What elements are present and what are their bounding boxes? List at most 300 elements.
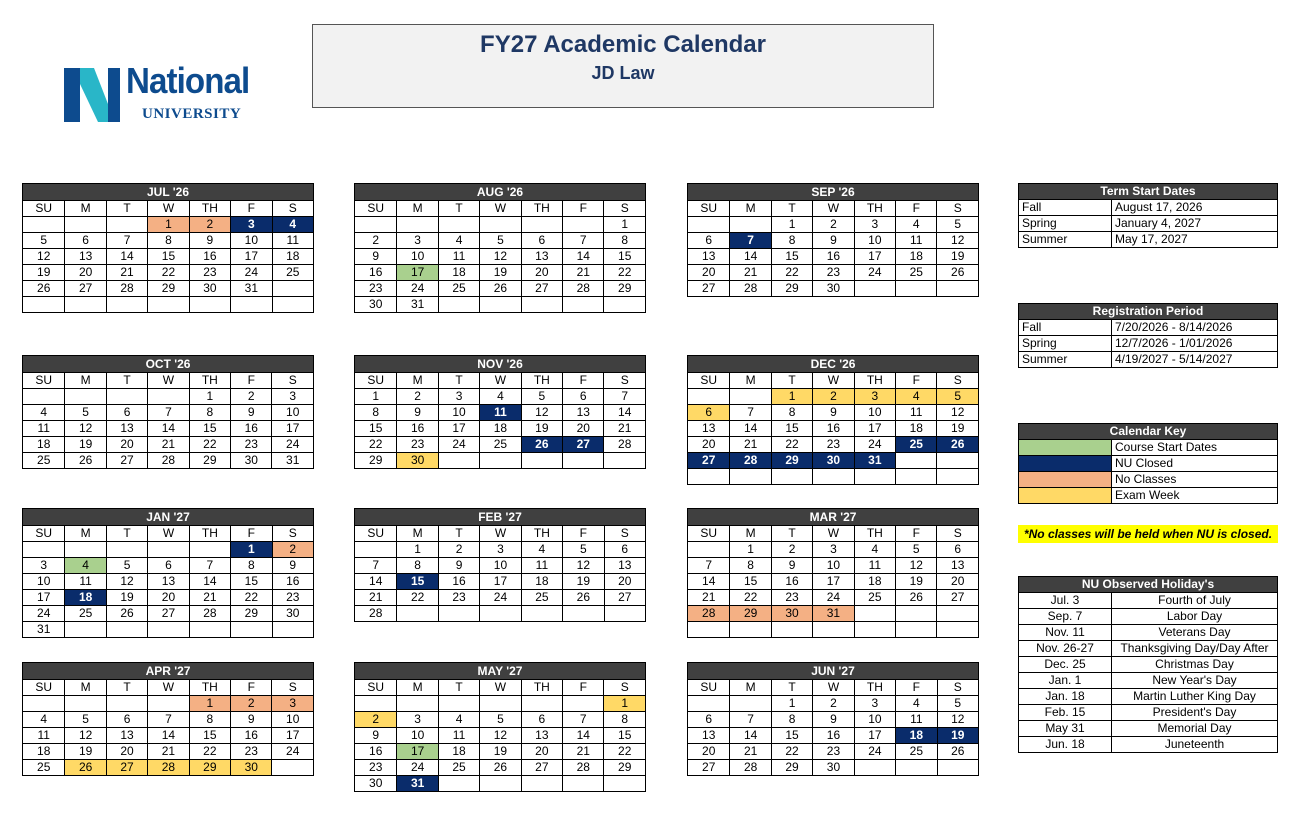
logo-subtext: UNIVERSITY — [142, 106, 242, 122]
day-cell: 14 — [604, 405, 646, 421]
week-row — [23, 437, 314, 453]
day-cell: 22 — [604, 744, 646, 760]
empty-day-cell — [272, 281, 313, 297]
day-cell: 24 — [854, 744, 895, 760]
week-row — [688, 389, 979, 405]
day-cell: 7 — [563, 233, 604, 249]
empty-day-cell — [563, 453, 604, 469]
day-cell: 24 — [397, 760, 438, 776]
day-cell: 11 — [896, 405, 937, 421]
day-cell: 9 — [355, 249, 397, 265]
empty-day-cell — [355, 542, 397, 558]
day-cell: 16 — [355, 265, 397, 281]
day-cell: 3 — [438, 389, 479, 405]
weekday-header: T — [438, 201, 479, 217]
weekday-header: TH — [521, 526, 562, 542]
week-row — [23, 590, 314, 606]
day-cell: 19 — [937, 421, 979, 437]
day-cell: 10 — [480, 558, 521, 574]
empty-day-cell — [231, 622, 272, 638]
day-cell: 28 — [730, 281, 771, 297]
day-cell: 16 — [813, 249, 854, 265]
month-title: SEP '26 — [688, 184, 979, 201]
term-start-title: Term Start Dates — [1019, 184, 1278, 200]
day-cell: 15 — [189, 421, 230, 437]
day-cell: 26 — [563, 590, 604, 606]
day-cell: 11 — [854, 558, 895, 574]
month-calendar — [687, 355, 979, 485]
day-cell: 29 — [604, 281, 646, 297]
day-cell: 15 — [604, 249, 646, 265]
day-cell: 17 — [480, 574, 521, 590]
empty-day-cell — [65, 696, 106, 712]
registration-range: 12/7/2026 - 1/01/2026 — [1112, 336, 1278, 352]
holiday-name: Juneteenth — [1112, 737, 1278, 753]
month-title: AUG '26 — [355, 184, 646, 201]
empty-day-cell — [23, 389, 65, 405]
empty-day-cell — [65, 217, 106, 233]
day-cell: 23 — [189, 265, 230, 281]
empty-day-cell — [563, 606, 604, 622]
day-cell: 27 — [521, 760, 562, 776]
day-cell: 27 — [688, 281, 730, 297]
day-cell: 22 — [189, 744, 230, 760]
holiday-name: New Year's Day — [1112, 673, 1278, 689]
empty-day-cell — [937, 281, 979, 297]
weekday-header: F — [231, 526, 272, 542]
empty-day-cell — [604, 606, 645, 622]
weekday-header: T — [771, 201, 812, 217]
day-cell: 23 — [231, 437, 272, 453]
day-cell: 6 — [604, 542, 645, 558]
day-cell: 3 — [23, 558, 65, 574]
page-title: FY27 Academic Calendar — [480, 31, 766, 58]
month-title: JAN '27 — [23, 509, 314, 526]
day-cell: 13 — [688, 249, 730, 265]
weekday-header: S — [272, 201, 313, 217]
day-cell: 17 — [813, 574, 854, 590]
table-row — [1019, 673, 1278, 689]
day-cell: 8 — [231, 558, 272, 574]
day-cell: 19 — [65, 744, 106, 760]
weekday-header: SU — [23, 373, 65, 389]
day-cell: 23 — [771, 590, 812, 606]
empty-day-cell — [730, 389, 771, 405]
day-cell: 19 — [563, 574, 604, 590]
day-cell: 22 — [355, 437, 397, 453]
day-cell: 20 — [604, 574, 645, 590]
day-cell: 14 — [563, 249, 604, 265]
day-cell: 9 — [231, 405, 272, 421]
weekday-header: S — [272, 680, 314, 696]
term-label: Fall — [1019, 200, 1112, 216]
empty-day-cell — [65, 389, 106, 405]
weekday-header: M — [730, 373, 771, 389]
table-row — [1019, 336, 1278, 352]
empty-day-cell — [231, 297, 272, 313]
empty-day-cell — [23, 297, 65, 313]
weekday-header: S — [272, 526, 313, 542]
day-cell: 10 — [397, 249, 438, 265]
day-cell: 12 — [937, 233, 979, 249]
empty-day-cell — [397, 217, 438, 233]
day-cell: 25 — [896, 265, 937, 281]
day-cell: 13 — [688, 421, 730, 437]
table-row — [1019, 705, 1278, 721]
empty-day-cell — [480, 453, 521, 469]
day-cell: 7 — [355, 558, 397, 574]
day-cell: 29 — [771, 281, 812, 297]
day-cell: 20 — [106, 744, 147, 760]
day-cell: 4 — [480, 389, 521, 405]
month-calendar — [687, 508, 979, 638]
day-cell: 17 — [272, 728, 314, 744]
empty-day-cell — [937, 760, 978, 776]
day-cell: 3 — [854, 217, 895, 233]
weekday-header: T — [106, 373, 147, 389]
day-cell: 18 — [896, 421, 937, 437]
day-cell: 18 — [896, 728, 937, 744]
day-cell: 16 — [231, 728, 272, 744]
week-row — [688, 696, 979, 712]
day-cell: 26 — [937, 265, 979, 281]
day-cell: 25 — [438, 281, 479, 297]
weekday-header: F — [231, 201, 272, 217]
week-row — [688, 590, 979, 606]
day-cell: 26 — [896, 590, 937, 606]
day-cell: 25 — [23, 453, 65, 469]
week-row — [23, 712, 314, 728]
table-row — [1019, 689, 1278, 705]
week-row — [23, 696, 314, 712]
week-row — [688, 712, 979, 728]
day-cell: 12 — [106, 574, 147, 590]
day-cell: 14 — [355, 574, 397, 590]
day-cell: 14 — [730, 728, 771, 744]
day-cell: 22 — [771, 437, 812, 453]
day-cell: 14 — [106, 249, 147, 265]
table-row — [1019, 657, 1278, 673]
weekday-header: W — [480, 201, 521, 217]
day-cell: 10 — [854, 712, 895, 728]
day-cell: 4 — [896, 389, 937, 405]
day-cell: 21 — [355, 590, 397, 606]
empty-day-cell — [438, 297, 479, 313]
day-cell: 14 — [148, 421, 189, 437]
empty-day-cell — [521, 776, 562, 792]
empty-day-cell — [854, 760, 895, 776]
week-row — [355, 265, 646, 281]
weekday-header: M — [397, 201, 438, 217]
day-cell: 9 — [813, 712, 854, 728]
empty-day-cell — [688, 542, 730, 558]
weekday-header: SU — [688, 373, 730, 389]
empty-day-cell — [397, 696, 438, 712]
day-cell: 13 — [106, 421, 147, 437]
registration-range: 7/20/2026 - 8/14/2026 — [1112, 320, 1278, 336]
day-cell: 7 — [604, 389, 646, 405]
day-cell: 2 — [272, 542, 313, 558]
holiday-name: Fourth of July — [1112, 593, 1278, 609]
no-classes-swatch — [1019, 472, 1112, 488]
day-cell: 21 — [563, 265, 604, 281]
day-cell: 24 — [854, 265, 895, 281]
empty-day-cell — [563, 217, 604, 233]
day-cell: 4 — [23, 712, 65, 728]
day-cell: 21 — [688, 590, 730, 606]
day-cell: 10 — [813, 558, 854, 574]
empty-day-cell — [23, 217, 65, 233]
weekday-header: S — [937, 373, 979, 389]
empty-day-cell — [438, 606, 479, 622]
table-row — [1019, 232, 1278, 248]
month-title: APR '27 — [23, 663, 314, 680]
weekday-header: T — [771, 373, 812, 389]
registration-period-table — [1018, 303, 1278, 368]
weekday-header: SU — [23, 680, 65, 696]
empty-day-cell — [106, 622, 147, 638]
day-cell: 10 — [854, 233, 895, 249]
day-cell: 20 — [688, 744, 730, 760]
day-cell: 31 — [397, 297, 438, 313]
day-cell: 31 — [854, 453, 895, 469]
day-cell: 14 — [730, 249, 771, 265]
day-cell: 19 — [521, 421, 562, 437]
table-row — [1019, 721, 1278, 737]
day-cell: 1 — [604, 217, 646, 233]
empty-day-cell — [730, 217, 771, 233]
day-cell: 3 — [854, 389, 895, 405]
day-cell: 30 — [231, 453, 272, 469]
week-row — [688, 574, 979, 590]
day-cell: 18 — [480, 421, 521, 437]
day-cell: 25 — [480, 437, 521, 453]
national-university-logo — [62, 62, 262, 132]
day-cell: 5 — [896, 542, 937, 558]
day-cell: 6 — [106, 405, 147, 421]
day-cell: 31 — [813, 606, 854, 622]
empty-day-cell — [272, 622, 313, 638]
empty-day-cell — [771, 469, 812, 485]
empty-day-cell — [896, 469, 937, 485]
day-cell: 5 — [480, 233, 521, 249]
day-cell: 11 — [480, 405, 521, 421]
day-cell: 16 — [438, 574, 479, 590]
day-cell: 22 — [397, 590, 438, 606]
empty-day-cell — [813, 622, 854, 638]
day-cell: 3 — [397, 712, 438, 728]
week-row — [23, 728, 314, 744]
day-cell: 11 — [521, 558, 562, 574]
day-cell: 21 — [563, 744, 604, 760]
weekday-header: W — [813, 201, 854, 217]
day-cell: 9 — [231, 712, 272, 728]
day-cell: 27 — [937, 590, 979, 606]
empty-day-cell — [106, 217, 147, 233]
day-cell: 11 — [896, 233, 937, 249]
week-row — [23, 622, 314, 638]
day-cell: 3 — [854, 696, 895, 712]
day-cell: 8 — [604, 233, 646, 249]
day-cell: 1 — [355, 389, 397, 405]
day-cell: 17 — [272, 421, 314, 437]
day-cell: 11 — [23, 728, 65, 744]
day-cell: 26 — [937, 437, 979, 453]
day-cell: 1 — [189, 696, 230, 712]
week-row — [355, 712, 646, 728]
weekday-header: S — [604, 680, 646, 696]
day-cell: 28 — [688, 606, 730, 622]
week-row — [23, 405, 314, 421]
day-cell: 15 — [231, 574, 272, 590]
empty-day-cell — [604, 453, 646, 469]
weekday-header: SU — [355, 680, 397, 696]
day-cell: 28 — [355, 606, 397, 622]
day-cell: 19 — [480, 265, 521, 281]
month-title: JUL '26 — [23, 184, 314, 201]
day-cell: 4 — [521, 542, 562, 558]
day-cell: 24 — [272, 744, 314, 760]
holiday-date: Jan. 18 — [1019, 689, 1112, 705]
weekday-header: SU — [688, 526, 730, 542]
page-subtitle: JD Law — [591, 63, 655, 83]
weekday-header: W — [813, 680, 854, 696]
day-cell: 8 — [771, 233, 812, 249]
day-cell: 3 — [813, 542, 854, 558]
day-cell: 2 — [438, 542, 479, 558]
day-cell: 1 — [397, 542, 438, 558]
holiday-date: Nov. 26-27 — [1019, 641, 1112, 657]
week-row — [355, 453, 646, 469]
day-cell: 29 — [355, 453, 397, 469]
week-row — [355, 437, 646, 453]
month-calendar — [354, 183, 646, 313]
day-cell: 8 — [730, 558, 771, 574]
month-calendar — [687, 183, 979, 297]
day-cell: 16 — [189, 249, 230, 265]
day-cell: 5 — [480, 712, 521, 728]
weekday-header: T — [771, 526, 812, 542]
day-cell: 24 — [23, 606, 65, 622]
weekday-header: W — [480, 373, 521, 389]
term-start-dates-table — [1018, 183, 1278, 248]
day-cell: 26 — [65, 453, 106, 469]
day-cell: 6 — [937, 542, 979, 558]
month-title: OCT '26 — [23, 356, 314, 373]
key-label: NU Closed — [1112, 456, 1278, 472]
weekday-header: TH — [189, 680, 230, 696]
day-cell: 24 — [480, 590, 521, 606]
term-date: January 4, 2027 — [1112, 216, 1278, 232]
day-cell: 18 — [854, 574, 895, 590]
empty-day-cell — [480, 776, 521, 792]
holiday-date: Nov. 11 — [1019, 625, 1112, 641]
empty-day-cell — [688, 469, 730, 485]
week-row — [23, 421, 314, 437]
day-cell: 4 — [896, 217, 937, 233]
empty-day-cell — [438, 217, 479, 233]
day-cell: 8 — [148, 233, 189, 249]
weekday-header: TH — [521, 373, 562, 389]
logo-wordmark: National — [126, 60, 250, 101]
weekday-header: M — [730, 526, 771, 542]
day-cell: 27 — [148, 606, 189, 622]
day-cell: 4 — [438, 233, 479, 249]
week-row — [355, 233, 646, 249]
weekday-header: F — [231, 373, 272, 389]
day-cell: 21 — [730, 744, 771, 760]
day-cell: 23 — [272, 590, 313, 606]
day-cell: 5 — [521, 389, 562, 405]
day-cell: 7 — [106, 233, 147, 249]
empty-day-cell — [480, 696, 521, 712]
week-row — [688, 281, 979, 297]
day-cell: 23 — [438, 590, 479, 606]
weekday-header: SU — [23, 526, 65, 542]
day-cell: 2 — [813, 389, 854, 405]
day-cell: 17 — [397, 744, 438, 760]
empty-day-cell — [813, 469, 854, 485]
week-row — [23, 558, 314, 574]
day-cell: 9 — [813, 233, 854, 249]
day-cell: 21 — [148, 437, 189, 453]
exam-week-swatch — [1019, 488, 1112, 504]
week-row — [688, 622, 979, 638]
day-cell: 19 — [23, 265, 65, 281]
day-cell: 11 — [896, 712, 937, 728]
day-cell: 9 — [355, 728, 397, 744]
term-date: May 17, 2027 — [1112, 232, 1278, 248]
day-cell: 18 — [23, 744, 65, 760]
weekday-header: W — [148, 201, 189, 217]
week-row — [23, 297, 314, 313]
day-cell: 2 — [355, 233, 397, 249]
weekday-header: T — [438, 373, 479, 389]
week-row — [355, 249, 646, 265]
day-cell: 20 — [65, 265, 106, 281]
day-cell: 10 — [231, 233, 272, 249]
day-cell: 3 — [397, 233, 438, 249]
weekday-header: M — [397, 680, 438, 696]
day-cell: 6 — [106, 712, 147, 728]
holiday-date: Feb. 15 — [1019, 705, 1112, 721]
day-cell: 14 — [563, 728, 604, 744]
key-label: Exam Week — [1112, 488, 1278, 504]
term-label: Spring — [1019, 336, 1112, 352]
day-cell: 30 — [397, 453, 438, 469]
empty-day-cell — [480, 606, 521, 622]
weekday-header: TH — [854, 201, 895, 217]
empty-day-cell — [438, 776, 479, 792]
table-row — [1019, 352, 1278, 368]
day-cell: 15 — [604, 728, 646, 744]
holiday-date: May 31 — [1019, 721, 1112, 737]
holiday-date: Sep. 7 — [1019, 609, 1112, 625]
weekday-header: T — [438, 526, 479, 542]
empty-day-cell — [896, 760, 937, 776]
day-cell: 6 — [65, 233, 106, 249]
day-cell: 27 — [65, 281, 106, 297]
weekday-header: S — [604, 201, 646, 217]
day-cell: 13 — [65, 249, 106, 265]
weekday-header: TH — [854, 526, 895, 542]
day-cell: 30 — [231, 760, 272, 776]
weekday-header: M — [730, 680, 771, 696]
day-cell: 18 — [438, 744, 479, 760]
week-row — [688, 405, 979, 421]
table-row — [1019, 216, 1278, 232]
day-cell: 13 — [688, 728, 730, 744]
